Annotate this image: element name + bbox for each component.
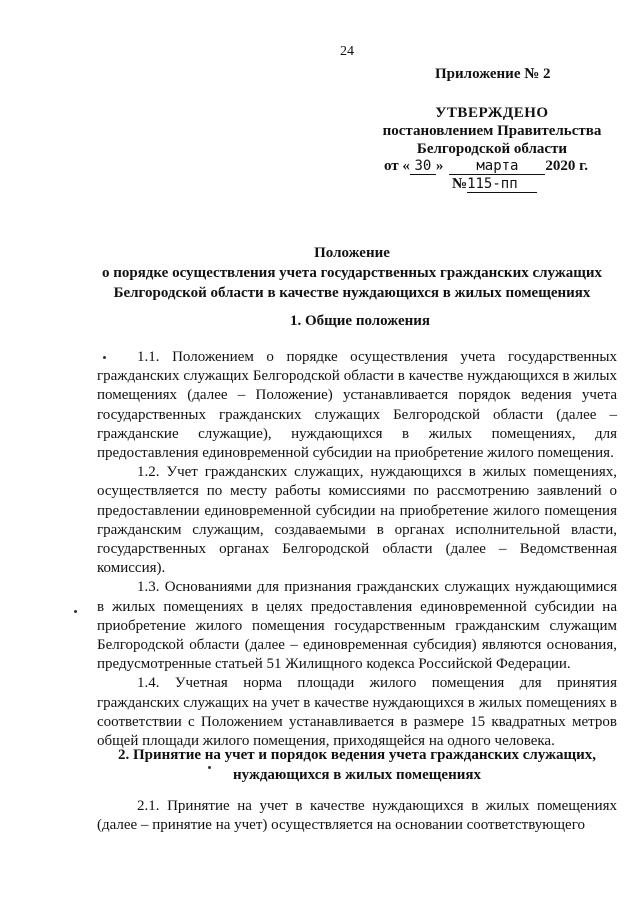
section-1-body xyxy=(97,348,617,751)
date-year: 2020 г. xyxy=(545,158,589,174)
approval-date xyxy=(384,158,588,175)
date-prefix: от « xyxy=(384,158,410,174)
scan-speck xyxy=(74,610,77,613)
approved-title: УТВЕРЖДЕНО xyxy=(435,105,549,121)
title-line-2: о порядке осуществления учета государственных гражданских служащих xyxy=(101,265,603,281)
approval-block xyxy=(372,104,612,158)
approved-by-line-1: постановлением Правительства xyxy=(382,123,602,139)
page-number: 24 xyxy=(340,44,354,59)
paragraph-1-3: 1.3. Основаниями для признания гражданских служащих нуждающимися в жилых помещениях в целях предоставления единовременной субсидии на приобретение жилого помещения государственным гражданским служащим Белгородской области (далее – единовременная субсидия) являются основания, предусмотренные статьей 51 Жилищного кодекса Российской Федерации. xyxy=(97,579,617,673)
section-2-heading-line-2: нуждающихся в жилых помещениях xyxy=(233,767,481,783)
scan-speck xyxy=(208,766,211,769)
title-line-1: Положение xyxy=(314,245,390,261)
date-mid: » xyxy=(435,158,444,174)
date-month: марта xyxy=(449,158,545,175)
document-number xyxy=(452,176,537,193)
document-title xyxy=(40,243,640,303)
paragraph-1-2: 1.2. Учет гражданских служащих, нуждающихся в жилых помещениях, осуществляется по месту работы комиссиями по рассмотрению заявлений о предоставлении единовременной субсидии на приобретение жилого помещения гражданским служащим, создаваемыми в органах исполнительной власти, государственных органах Белгородской области (далее – Ведомственная комиссия). xyxy=(97,464,617,577)
paragraph-1-4: 1.4. Учетная норма площади жилого помещения для принятия гражданских служащих на учет в качестве нуждающихся в жилых помещениях в соответствии с Положением устанавливается в размере 15 квадратных метров общей площади жилого помещения, приходящейся на одного человека. xyxy=(97,675,617,750)
scan-speck xyxy=(103,356,106,359)
approved-by-line-2: Белгородской области xyxy=(416,141,568,157)
paragraph-2-1: 2.1. Принятие на учет в качестве нуждающихся в жилых помещениях (далее – принятие на учет) осуществляется на основании соответствующего xyxy=(97,798,617,834)
title-line-3: Белгородской области в качестве нуждающихся в жилых помещениях xyxy=(113,285,591,301)
section-2-heading-line-1: 2. Принятие на учет и порядок ведения учета гражданских служащих, xyxy=(117,747,597,763)
section-2-heading xyxy=(97,745,617,785)
number-prefix: № xyxy=(452,176,468,192)
paragraph-1-1: 1.1. Положением о порядке осуществления учета государственных гражданских служащих Белгородской области в качестве нуждающихся в жилых помещениях (далее – Положение) устанавливается порядок ведения учета государственных гражданских служащих Белгородской области (далее – гражданские служащие), нуждающихся в жилых помещениях, для предоставления единовременной субсидии на приобретение жилого помещения. xyxy=(97,349,617,462)
appendix-label: Приложение № 2 xyxy=(435,66,551,82)
number-value: 115-пп xyxy=(467,176,537,193)
section-2-body xyxy=(97,797,617,835)
date-day: 30 xyxy=(410,158,436,175)
section-1-heading: 1. Общие положения xyxy=(289,313,431,329)
